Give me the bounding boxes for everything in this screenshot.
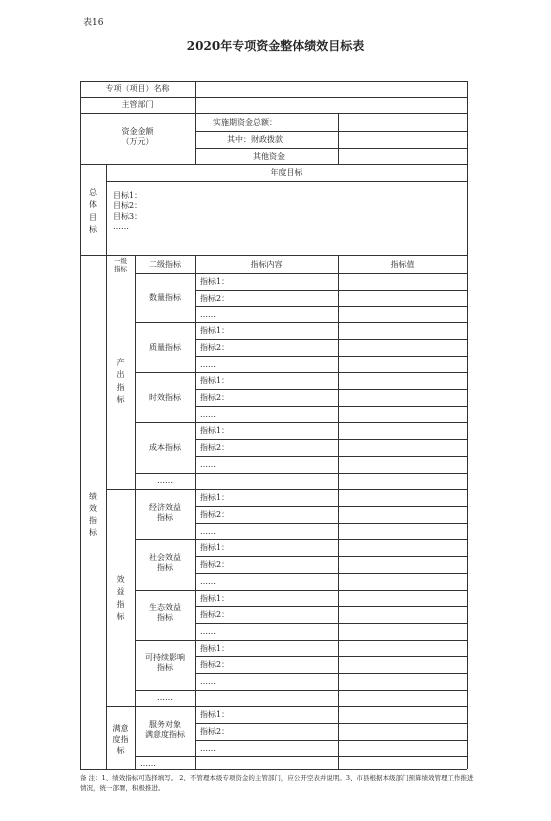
indicator-1: 指标1： <box>200 326 230 335</box>
other-fund-label: 其他资金 <box>253 152 285 161</box>
table-number: 表16 <box>83 18 104 28</box>
indicator-more: …… <box>200 527 216 536</box>
project-name-label: 专项（项目）名称 <box>105 84 170 93</box>
goal-more: …… <box>113 222 129 232</box>
output-indicator-label: 产 出 指 标 <box>116 358 125 405</box>
indicator-more: …… <box>200 677 216 686</box>
goal-list <box>113 191 142 233</box>
benefit-indicator-label: 效 益 指 标 <box>116 575 125 622</box>
indicator-2: 指标2： <box>200 443 230 452</box>
total-fund-label: 实施期资金总额： <box>213 118 277 127</box>
indicator-2: 指标2： <box>200 393 230 402</box>
timeliness-indicator: 时效指标 <box>149 393 181 402</box>
indicator-more: …… <box>200 577 216 586</box>
indicator-2: 指标2： <box>200 727 230 736</box>
indicator-more: …… <box>200 410 216 419</box>
department-label: 主管部门 <box>121 100 154 109</box>
social-benefit-indicator: 社会效益 指标 <box>149 553 181 573</box>
annual-goal-header: 年度目标 <box>270 168 303 177</box>
indicator-more: …… <box>200 310 216 319</box>
output-more: …… <box>157 476 173 485</box>
cost-indicator: 成本指标 <box>149 443 181 452</box>
service-satisfaction-indicator: 服务对象 满意度指标 <box>145 720 185 740</box>
indicator-2: 指标2： <box>200 560 230 569</box>
benefit-more: …… <box>157 693 173 702</box>
indicator-more: …… <box>200 360 216 369</box>
indicator-1: 指标1： <box>200 376 230 385</box>
value-header: 指标值 <box>390 260 415 269</box>
page-title: 2020年专项资金整体绩效目标表 <box>186 39 365 53</box>
indicator-2: 指标2： <box>200 660 230 669</box>
economic-benefit-indicator: 经济效益 指标 <box>149 503 181 523</box>
sustainable-impact-indicator: 可持续影响 指标 <box>145 653 185 673</box>
indicator-2: 指标2： <box>200 610 230 619</box>
indicator-1: 指标1： <box>200 426 230 435</box>
ecological-benefit-indicator: 生态效益 指标 <box>149 603 181 623</box>
goal-1: 目标1： <box>113 191 143 200</box>
indicator-2: 指标2： <box>200 294 230 303</box>
indicator-more: …… <box>200 627 216 636</box>
indicator-1: 指标1： <box>200 644 230 653</box>
satisfaction-indicator-label: 满意 度指 标 <box>112 724 129 756</box>
indicator-1: 指标1： <box>200 543 230 552</box>
level1-header: 一级 指标 <box>114 257 127 274</box>
level2-header: 二级指标 <box>149 260 181 269</box>
overall-goal-label: 总 体 目 标 <box>89 188 97 235</box>
performance-indicator-label: 绩 效 指 标 <box>89 492 97 537</box>
indicator-1: 指标1： <box>200 710 230 719</box>
indicator-1: 指标1： <box>200 277 230 286</box>
footnote: 备 注：1、绩效指标可选择填写。 2、不管理本级专项资金的主管部门，应公开空表并说明。3、市县根据本级部门预算绩效管理工作推进情况，统一部署，积极推进。 <box>80 774 474 792</box>
content-header: 指标内容 <box>250 260 283 269</box>
indicator-2: 指标2： <box>200 510 230 519</box>
goal-2: 目标2： <box>113 201 143 211</box>
indicator-1: 指标1： <box>200 493 230 502</box>
indicator-more: …… <box>200 460 216 469</box>
satisfaction-more: …… <box>140 759 156 768</box>
fiscal-allocation-label: 其中：财政拨款 <box>227 135 283 144</box>
indicator-more: …… <box>200 744 216 753</box>
quantity-indicator: 数量指标 <box>149 293 181 302</box>
indicator-1: 指标1： <box>200 594 230 603</box>
goal-3: 目标3： <box>113 211 143 221</box>
fund-amount-label: 资金金额 （万元） <box>121 127 154 147</box>
indicator-2: 指标2： <box>200 343 230 352</box>
quality-indicator: 质量指标 <box>149 343 181 352</box>
